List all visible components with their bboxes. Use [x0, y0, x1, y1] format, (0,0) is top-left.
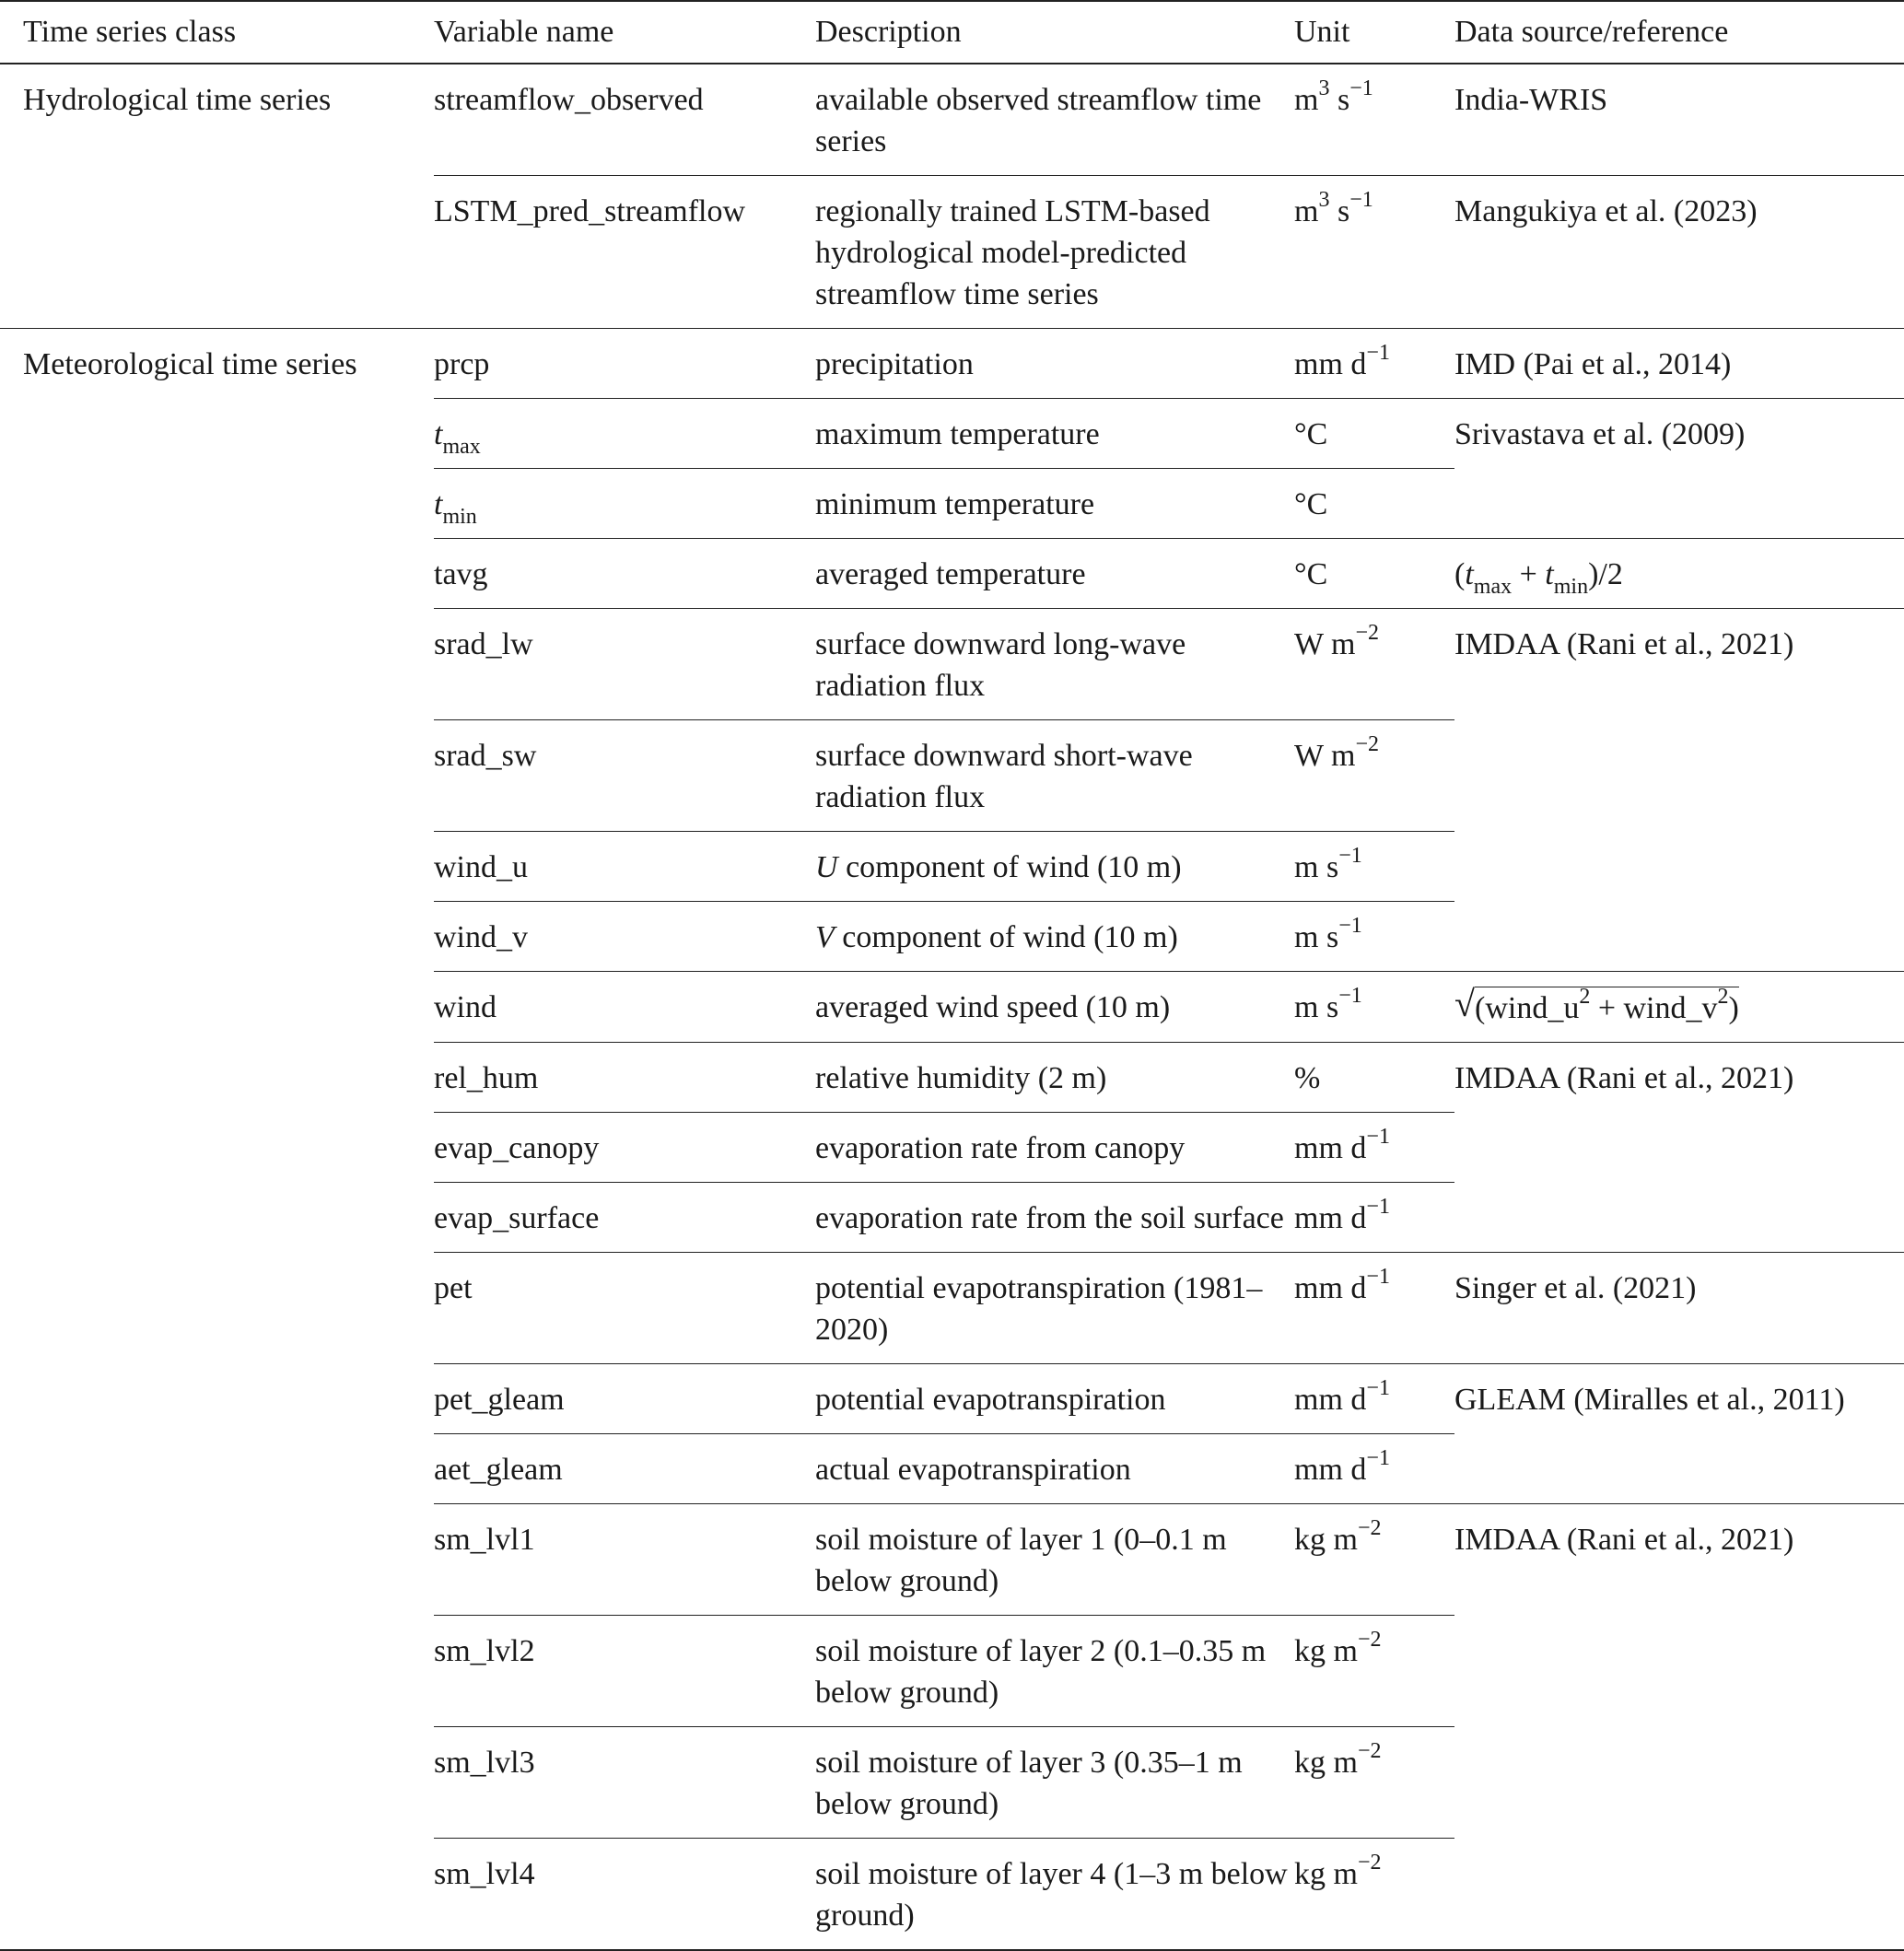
variable-name: tavg — [434, 557, 488, 591]
description: potential evapotranspiration — [815, 1383, 1166, 1417]
unit: kg $m^{-2}$ — [1294, 1727, 1454, 1839]
variable-name: rel_hum — [434, 1061, 539, 1095]
variable-name: wind_u — [434, 832, 815, 902]
description: averaged temperature — [815, 557, 1086, 591]
variable-name: evap_canopy — [434, 1113, 815, 1183]
source: √ ($wind\_u^2$ + $wind\_v^2$) — [1454, 972, 1904, 1043]
variable-name: srad_sw — [434, 720, 815, 832]
variable-name: sm_lvl1 — [434, 1523, 535, 1557]
source: IMDAA (Rani et al., 2021) — [1454, 1523, 1794, 1557]
unit: m $s^{-1}$ — [1294, 983, 1362, 1024]
header-description: Description — [815, 15, 962, 49]
unit: mm $d^{-1}$ — [1294, 340, 1390, 381]
variable-name: srad_lw — [434, 627, 533, 661]
description: soil moisture of layer 3 (0.35–1 m below ground) — [815, 1727, 1294, 1839]
table-row — [0, 64, 1904, 176]
header-unit: Unit — [1294, 15, 1350, 49]
header-variable: Variable name — [434, 15, 614, 49]
description: available observed streamflow time series — [815, 83, 1262, 158]
description: surface downward long-wave radiation flux — [815, 627, 1186, 703]
description: soil moisture of layer 2 (0.1–0.35 m below ground) — [815, 1616, 1294, 1727]
unit: % — [1294, 1061, 1321, 1095]
variable-name: $t_{min}$ — [434, 469, 815, 539]
table-row — [0, 329, 1904, 399]
description: evaporation rate from the soil surface — [815, 1183, 1294, 1253]
unit: mm $d^{-1}$ — [1294, 1375, 1390, 1417]
source: India-WRIS — [1454, 83, 1608, 117]
source: IMDAA (Rani et al., 2021) — [1454, 627, 1794, 661]
description: regionally trained LSTM-based hydrological model-predicted streamflow time series — [815, 194, 1210, 311]
description: precipitation — [815, 347, 974, 381]
unit: W $m^{-2}$ — [1294, 720, 1454, 832]
description: averaged wind speed (10 m) — [815, 990, 1171, 1024]
description: evaporation rate from canopy — [815, 1113, 1294, 1183]
unit: kg $m^{-2}$ — [1294, 1616, 1454, 1727]
unit: mm $d^{-1}$ — [1294, 1113, 1454, 1183]
group-label-hydro: Hydrological time series — [23, 83, 332, 117]
unit: W $m^{-2}$ — [1294, 620, 1379, 661]
source: $(t_{max} + t_{min})/2$ — [1454, 557, 1623, 599]
unit: kg $m^{-2}$ — [1294, 1515, 1382, 1557]
unit: °C — [1294, 417, 1328, 451]
table-header-row — [0, 1, 1904, 64]
unit: °C — [1294, 557, 1328, 591]
source: GLEAM (Miralles et al., 2011) — [1454, 1383, 1845, 1417]
description: minimum temperature — [815, 469, 1294, 539]
variable-name: sm_lvl2 — [434, 1616, 815, 1727]
description: maximum temperature — [815, 417, 1100, 451]
unit: mm $d^{-1}$ — [1294, 1434, 1454, 1504]
source: Singer et al. (2021) — [1454, 1271, 1697, 1305]
source: Mangukiya et al. (2023) — [1454, 194, 1758, 228]
description: actual evapotranspiration — [815, 1434, 1294, 1504]
header-source: Data source/reference — [1454, 15, 1729, 49]
variable-name: pet_gleam — [434, 1383, 565, 1417]
source: Srivastava et al. (2009) — [1454, 417, 1746, 451]
unit: $m^3$ $s^{-1}$ — [1294, 76, 1373, 117]
unit: mm $d^{-1}$ — [1294, 1264, 1390, 1305]
variable-name: pet — [434, 1271, 473, 1305]
unit: m $s^{-1}$ — [1294, 902, 1454, 972]
variable-name: evap_surface — [434, 1183, 815, 1253]
unit: m $s^{-1}$ — [1294, 832, 1454, 902]
description: V component of wind (10 m) — [815, 902, 1294, 972]
variable-name: sm_lvl4 — [434, 1839, 815, 1951]
unit: °C — [1294, 469, 1454, 539]
description: potential evapotranspiration (1981–2020) — [815, 1271, 1263, 1347]
description: soil moisture of layer 1 (0–0.1 m below ground) — [815, 1523, 1227, 1598]
source: IMD (Pai et al., 2014) — [1454, 347, 1732, 381]
variable-name: streamflow_observed — [434, 83, 704, 117]
variable-name: sm_lvl3 — [434, 1727, 815, 1839]
description: soil moisture of layer 4 (1–3 m below ground) — [815, 1839, 1294, 1951]
variable-name: LSTM_pred_streamflow — [434, 194, 746, 228]
variable-name: wind — [434, 990, 496, 1024]
group-label-meteo: Meteorological time series — [23, 347, 357, 381]
unit: $m^3$ $s^{-1}$ — [1294, 187, 1373, 228]
description: U component of wind (10 m) — [815, 832, 1294, 902]
variable-name: aet_gleam — [434, 1434, 815, 1504]
variable-name: $t_{max}$ — [434, 417, 481, 459]
variable-name: wind_v — [434, 902, 815, 972]
description: relative humidity (2 m) — [815, 1061, 1107, 1095]
unit: kg $m^{-2}$ — [1294, 1839, 1454, 1951]
variable-name: prcp — [434, 347, 490, 381]
source: IMDAA (Rani et al., 2021) — [1454, 1061, 1794, 1095]
header-class: Time series class — [23, 15, 237, 49]
description: surface downward short-wave radiation flux — [815, 720, 1294, 832]
unit: mm $d^{-1}$ — [1294, 1183, 1454, 1253]
